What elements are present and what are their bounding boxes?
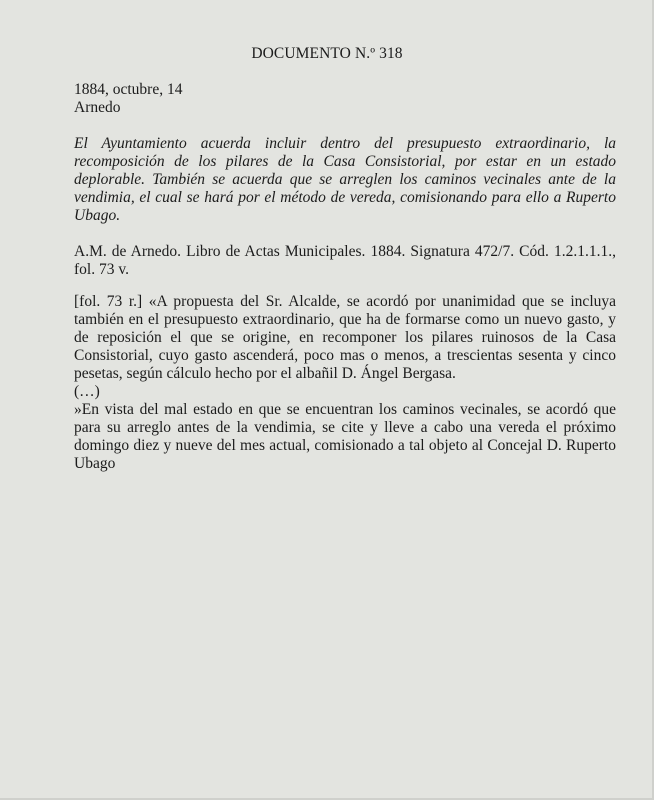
- document-summary: El Ayuntamiento acuerda incluir dentro del presupuesto extraordinario, la recomposición de los pilares de la Casa Consistorial, por estar en un estado deplorable. También se acuerda que se arreglen los caminos vecinales ante de la vendimia, el cual se hará por el método de vereda, comisionando para ello a Ruperto Ubago.: [74, 135, 616, 224]
- document-date: 1884, octubre, 14: [74, 81, 183, 98]
- archival-source: A.M. de Arnedo. Libro de Actas Municipales. 1884. Signatura 472/7. Cód. 1.2.1.1.1., fol. 73 v.: [74, 243, 616, 278]
- document-place: Arnedo: [74, 99, 121, 116]
- date-place-block: [74, 81, 616, 117]
- document-transcription: [74, 293, 616, 473]
- transcription-paragraph-2: »En vista del mal estado en que se encuentran los caminos vecinales, se acordó que para su arreglo antes de la vendimia, se cite y lleve a cabo una vereda el próximo domingo diez y nueve del mes actual, comisionado a tal objeto al Concejal D. Ruperto Ubago: [74, 401, 616, 472]
- ellipsis-marker: (…): [74, 383, 100, 400]
- document-title: DOCUMENTO N.º 318: [251, 45, 403, 62]
- transcription-paragraph-1: [fol. 73 r.] «A propuesta del Sr. Alcalde, se acordó por unanimidad que se incluya también en el presupuesto extraordinario, que ha de formarse como un nuevo gasto, y de reposición el que se origine, en recomponer los pilares ruinosos de la Casa Consistorial, cuyo gasto ascenderá, poco mas o menos, a trescientas sesenta y cinco pesetas, según cálculo hecho por el albañil D. Ángel Bergasa.: [74, 293, 616, 382]
